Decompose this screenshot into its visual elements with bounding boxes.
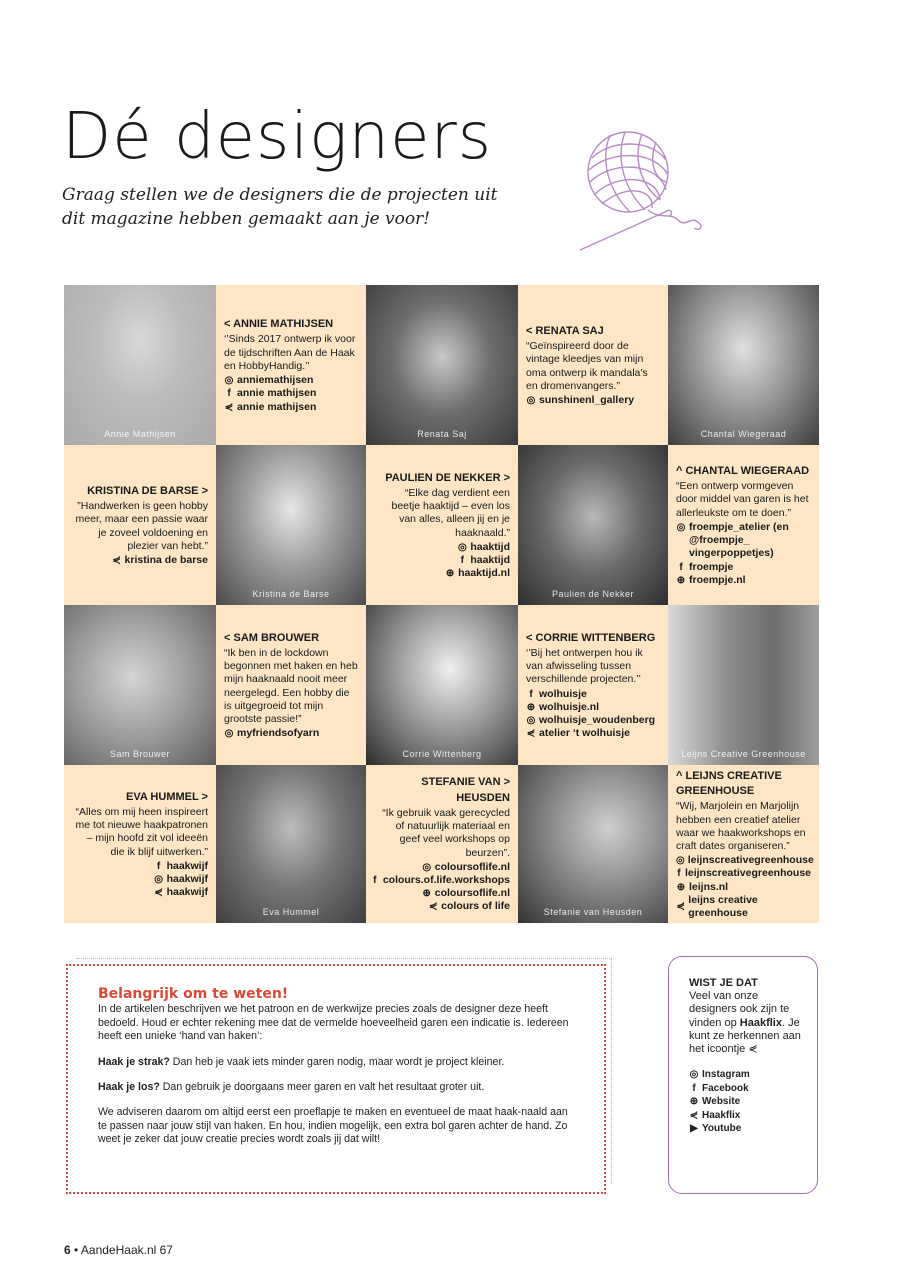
page-footer — [64, 1243, 173, 1257]
facebook-icon: f — [677, 868, 681, 880]
instagram-handle[interactable]: ◎ leijnscreativegreenhouse — [676, 854, 814, 867]
instagram-icon: ◎ — [224, 728, 234, 740]
haakflix-icon: ⋞ — [689, 1109, 699, 1121]
instagram-handle[interactable]: ◎ froempje_atelier (en — [676, 520, 789, 533]
photo-chantal-wiegeraad — [668, 285, 819, 445]
facebook-icon: f — [692, 1082, 696, 1094]
photo-corrie-wittenberg — [366, 605, 518, 765]
instagram-icon: ◎ — [422, 861, 432, 873]
photo-eva-hummel — [216, 765, 366, 923]
info-strak-text: Dan heb je vaak iets minder garen nodig, maar wordt je project kleiner. — [169, 1055, 505, 1068]
facebook-icon: f — [460, 554, 464, 566]
instagram-handle[interactable]: ◎ sunshinenl_gallery — [526, 393, 635, 406]
website-handle[interactable]: ⊕ froempje.nl — [676, 573, 746, 586]
designer-name: < CORRIE WITTENBERG — [526, 631, 656, 644]
page-subtitle: Graag stellen we de designers die de projecten uit dit magazine hebben gemaakt aan je voor! — [62, 185, 498, 229]
instagram-handle-continued[interactable]: vingerpoppetjes) — [689, 547, 774, 560]
instagram-icon: ◎ — [526, 714, 536, 726]
instagram-icon: ◎ — [676, 521, 686, 533]
designer-stefanie-van-heusden — [366, 765, 518, 923]
haakflix-icon: ⋞ — [112, 554, 121, 566]
designer-kristina-de-barse — [64, 445, 216, 605]
haakflix-icon: ⋞ — [676, 901, 685, 913]
info-los-label: Haak je los? — [98, 1081, 160, 1094]
haakflix-handle[interactable]: ⋞ haakwijf — [154, 886, 208, 899]
legend-youtube: ▶ Youtube — [690, 1123, 742, 1135]
photo-caption: Eva Hummel — [262, 907, 320, 917]
haakflix-name: Haakflix — [739, 1016, 782, 1029]
photo-caption: Stefanie van Heusden — [543, 907, 643, 917]
instagram-icon: ◎ — [154, 873, 163, 885]
facebook-handle[interactable]: f haaktijd — [457, 554, 510, 567]
facebook-icon: f — [227, 388, 231, 400]
photo-caption: Renata Saj — [417, 429, 467, 439]
info-strak-label: Haak je strak? — [98, 1055, 170, 1068]
info-box-content — [98, 988, 578, 1159]
instagram-handle[interactable]: ◎ haakwijf — [154, 872, 208, 885]
info-los — [98, 1081, 578, 1094]
haakflix-handle[interactable]: ⋞ colours of life — [428, 900, 510, 913]
info-box-important — [66, 964, 606, 1194]
designer-name: < ANNIE MATHIJSEN — [224, 318, 334, 331]
legend-haakflix: ⋞ Haakflix — [689, 1109, 741, 1121]
website-handle[interactable]: ⊕ wolhuisje.nl — [526, 700, 600, 713]
facebook-handle[interactable]: f colours.of.life.workshops — [370, 874, 510, 887]
photo-caption: Chantal Wiegeraad — [700, 429, 787, 439]
photo-caption: Paulien de Nekker — [551, 589, 635, 599]
legend-facebook: f Facebook — [689, 1082, 805, 1096]
designer-corrie-wittenberg — [518, 605, 668, 765]
designer-name: STEFANIE VAN > — [421, 776, 510, 789]
legend-website: ⊕ Website — [689, 1096, 741, 1108]
designer-quote: ‘’Bij het ontwerpen hou ik van afwisseling tussen verschillende projecten.’’ — [526, 646, 643, 686]
designer-name: KRISTINA DE BARSE > — [87, 484, 208, 497]
designer-sam-brouwer — [216, 605, 366, 765]
photo-caption: Sam Brouwer — [109, 749, 171, 759]
designer-quote: “Elke dag verdient een beetje haaktijd – even los van alles, alleen jij en je haaknaald.” — [391, 486, 510, 539]
photo-caption: Corrie Wittenberg — [402, 749, 482, 759]
info-advice: We adviseren daarom om altijd eerst een proeflapje te maken en eventueel de maat haak-naald aan te passen naar jouw stijl van haken. En hou, indien mogelijk, een extra bol garen achter de hand. Zo weet je zeker dat jouw creatie precies wordt zoals jij dat wilt! — [98, 1106, 568, 1146]
photo-caption: Leijns Creative Greenhouse — [681, 749, 806, 759]
facebook-icon: f — [156, 860, 161, 872]
facebook-handle[interactable]: f froempje — [676, 561, 811, 574]
instagram-icon: ◎ — [676, 855, 685, 867]
photo-stefanie-van-heusden — [518, 765, 668, 923]
designer-quote: ”Handwerken is geen hobby meer, maar een passie waar je zoveel voldoening en plezier van hebt.” — [75, 500, 208, 552]
haakflix-handle[interactable]: ⋞ annie mathijsen — [224, 400, 317, 413]
icon-legend — [689, 1068, 805, 1136]
photo-caption: Kristina de Barse — [252, 589, 330, 599]
facebook-handle[interactable]: f wolhuisje — [526, 688, 660, 701]
instagram-handle[interactable]: ◎ myfriendsofyarn — [224, 727, 320, 740]
globe-icon: ⊕ — [676, 574, 686, 586]
info-intro: In de artikelen beschrijven we het patroon en de werkwijze precies zoals de designer deze heeft bedoeld. Houd er echter rekening mee dat de vermelde hoeveelheid garen een indicatie is. Iedereen heeft een unieke ‘hand van haken’: — [98, 1003, 569, 1043]
footer-bullet: • — [74, 1243, 79, 1257]
info-strak — [98, 1056, 578, 1069]
instagram-handle[interactable]: ◎ coloursoflife.nl — [422, 860, 510, 873]
designer-quote: “Ik ben in de lockdown begonnen met haken en heb mijn haaknaald nooit meer neergelegd. Een hobby die is uitgegroeid tot mijn grootste passie!” — [224, 646, 358, 725]
designer-quote: “Alles om mij heen inspireert me tot nieuwe haakpatronen – mijn hoofd zit vol ideeën die ik blijf uitwerken.” — [75, 805, 208, 858]
photo-annie-mathijsen — [64, 285, 216, 445]
designer-paulien-de-nekker — [366, 445, 518, 605]
website-handle[interactable]: ⊕ leijns.nl — [676, 880, 729, 893]
instagram-icon: ◎ — [457, 541, 467, 553]
info-los-text: Dan gebruik je doorgaans meer garen en valt het resultaat groter uit. — [159, 1081, 485, 1094]
designers-grid — [64, 285, 819, 923]
designer-renata-saj — [518, 285, 668, 445]
designer-quote: “Wij, Marjolein en Marjolijn hebben een creatief atelier waar we haakworkshops en craft dates organiseren.” — [676, 800, 806, 852]
photo-caption: Annie Mathijsen — [104, 429, 176, 439]
facebook-icon: f — [373, 874, 377, 886]
website-handle[interactable]: ⊕ haaktijd.nl — [445, 567, 510, 580]
facebook-handle[interactable]: f annie mathijsen — [224, 387, 358, 400]
photo-renata-saj — [366, 285, 518, 445]
did-you-know-heading: WIST JE DAT — [689, 977, 758, 989]
designer-name: < RENATA SAJ — [526, 324, 604, 337]
designer-name: EVA HUMMEL > — [125, 790, 208, 803]
designer-quote: “Een ontwerp vormgeven door middel van garen is het allerleukste om te doen.” — [676, 480, 809, 519]
designer-chantal-wiegeraad — [668, 445, 819, 605]
haakflix-icon: ⋞ — [224, 401, 234, 413]
designer-quote: “Ik gebruik vaak gerecycled of natuurlijk materiaal en geef veel workshops op beurzen”. — [382, 806, 510, 859]
designer-name: ^ LEIJNS CREATIVE — [676, 769, 782, 782]
instagram-handle[interactable]: ◎ anniemathijsen — [224, 374, 314, 387]
photo-leijns-creative-greenhouse — [668, 605, 819, 765]
facebook-handle[interactable]: f leijnscreativegreenhouse — [677, 867, 811, 880]
designer-leijns-creative-greenhouse — [668, 765, 819, 923]
haakflix-handle[interactable]: ⋞ kristina de barse — [112, 553, 208, 566]
facebook-handle[interactable]: f haakwijf — [154, 860, 208, 873]
facebook-icon: f — [529, 688, 533, 700]
haakflix-icon: ⋞ — [748, 1043, 758, 1056]
designer-quote: “Geïnspireerd door de vintage kleedjes van mijn oma ontwerp ik mandala’s en dromenvangers.” — [526, 340, 648, 392]
facebook-icon: f — [679, 561, 683, 573]
photo-kristina-de-barse — [216, 445, 366, 605]
haakflix-icon: ⋞ — [428, 901, 438, 913]
haakflix-handle[interactable]: ⋞ atelier ‘t wolhuisje — [526, 727, 631, 740]
instagram-icon: ◎ — [689, 1069, 699, 1081]
designer-name: < SAM BROUWER — [224, 631, 320, 644]
haakflix-handle[interactable]: ⋞ leijns creative greenhouse — [676, 893, 758, 919]
photo-sam-brouwer — [64, 605, 216, 765]
designer-name-continued: HEUSDEN — [456, 791, 510, 804]
youtube-icon: ▶ — [690, 1123, 698, 1135]
footer-site: AandeHaak.nl 67 — [80, 1243, 173, 1257]
instagram-icon: ◎ — [224, 375, 234, 387]
did-you-know-text: Veel van onze designers ook zijn te vinden op Haakflix. Je kunt ze herkennen aan het icoontje ⋞ — [689, 990, 801, 1056]
designer-name: ^ CHANTAL WIEGERAAD — [676, 465, 810, 478]
haakflix-icon: ⋞ — [526, 728, 536, 740]
instagram-handle[interactable]: ◎ wolhuisje_woudenberg — [526, 713, 656, 726]
designer-name: PAULIEN DE NEKKER > — [385, 471, 510, 484]
legend-instagram: ◎ Instagram — [689, 1069, 750, 1081]
globe-icon: ⊕ — [526, 701, 536, 713]
info-title: Belangrijk om te weten! — [98, 986, 289, 1002]
designer-quote: ‘’Sinds 2017 ontwerp ik voor de tijdschriften Aan de Haak en HobbyHandig.’’ — [224, 333, 356, 372]
page-number: 6 — [64, 1243, 71, 1257]
haakflix-icon: ⋞ — [154, 887, 163, 899]
yarn-ball-illustration — [570, 120, 710, 255]
globe-icon: ⊕ — [422, 888, 431, 900]
globe-icon: ⊕ — [445, 568, 455, 580]
designer-annie-mathijsen — [216, 285, 366, 445]
photo-paulien-de-nekker — [518, 445, 668, 605]
instagram-handle-continued[interactable]: @froempje_ — [689, 534, 750, 547]
did-you-know-box — [668, 956, 818, 1194]
globe-icon: ⊕ — [676, 881, 686, 893]
designer-name-continued: GREENHOUSE — [676, 785, 755, 798]
instagram-handle[interactable]: ◎ haaktijd — [457, 540, 510, 553]
instagram-icon: ◎ — [526, 394, 536, 406]
globe-icon: ⊕ — [689, 1096, 699, 1108]
page-title: Dé designers — [62, 100, 493, 174]
website-handle[interactable]: ⊕ coloursoflife.nl — [422, 887, 510, 900]
designer-eva-hummel — [64, 765, 216, 923]
